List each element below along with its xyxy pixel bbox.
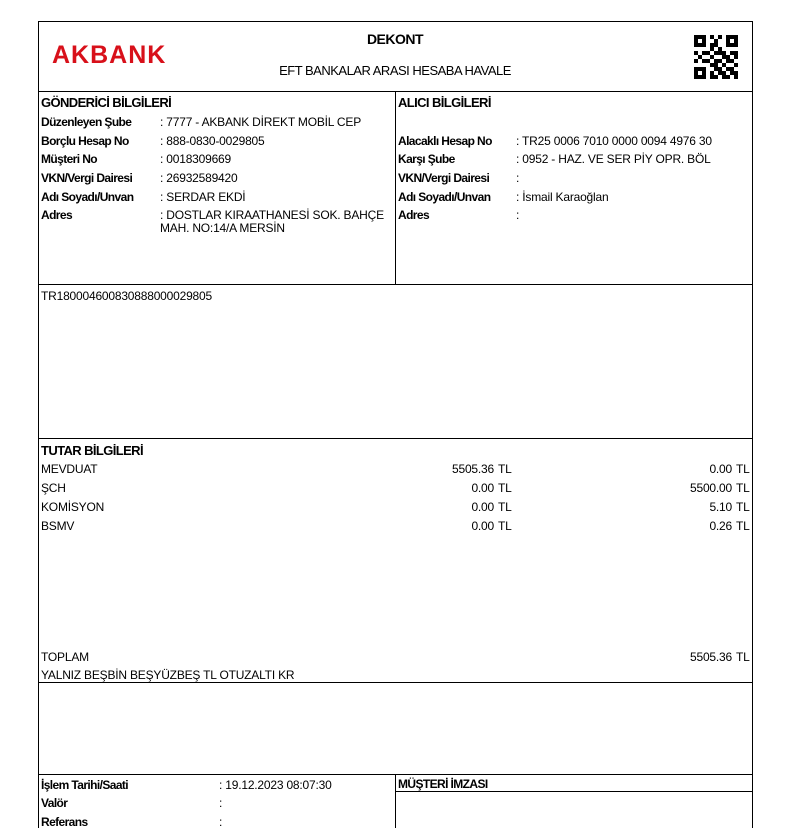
sender-label-customer-no: Müşteri No [41, 152, 98, 166]
frame-top [38, 21, 752, 22]
frame-right [752, 21, 753, 828]
amount-row-label-deposit: MEVDUAT [41, 462, 98, 476]
amount-row-col1-unit-bsmv: TL [498, 519, 512, 533]
amount-row-col1-deposit: 5505.36 [452, 462, 494, 476]
amount-row-col1-unit-sch: TL [498, 481, 512, 495]
footer-label-datetime: İşlem Tarihi/Saati [41, 778, 129, 792]
footer-label-valor: Valör [41, 796, 68, 810]
amount-row-col2-unit-bsmv: TL [736, 519, 750, 533]
total-label: TOPLAM [41, 650, 89, 664]
qr-code-icon [694, 35, 738, 79]
document-subtitle: EFT BANKALAR ARASI HESABA HAVALE [279, 63, 511, 78]
receiver-value-tax: : [516, 171, 520, 185]
amount-row-col1-commission: 0.00 [471, 500, 494, 514]
amount-row-label-sch: ŞCH [41, 481, 66, 495]
receiver-section-title: ALICI BİLGİLERİ [398, 95, 491, 110]
divider-signature [395, 791, 752, 792]
amount-row-col2-unit-sch: TL [736, 481, 750, 495]
divider-footer-signature [395, 774, 396, 828]
sender-value-name: : SERDAR EKDİ [160, 190, 246, 204]
sender-label-tax: VKN/Vergi Dairesi [41, 171, 133, 185]
footer-value-valor: : [219, 796, 223, 810]
receiver-label-name: Adı Soyadı/Unvan [398, 190, 491, 204]
amount-row-col1-unit-commission: TL [498, 500, 512, 514]
receiver-value-address: : [516, 208, 520, 222]
total-in-words: YALNIZ BEŞBİN BEŞYÜZBEŞ TL OTUZALTI KR [41, 668, 295, 682]
divider-parties [38, 284, 752, 285]
amount-row-col2-unit-deposit: TL [736, 462, 750, 476]
sender-value-address: : DOSTLAR KIRAATHANESİ SOK. BAHÇE [160, 208, 384, 222]
divider-sender-receiver [395, 91, 396, 284]
amount-row-col1-unit-deposit: TL [498, 462, 512, 476]
receiver-label-tax: VKN/Vergi Dairesi [398, 171, 490, 185]
amount-row-col1-sch: 0.00 [471, 481, 494, 495]
amount-row-col2-commission: 5.10 [709, 500, 732, 514]
sender-value-address-line2: MAH. NO:14/A MERSİN [160, 221, 285, 235]
amount-row-col2-unit-commission: TL [736, 500, 750, 514]
total-unit: TL [736, 650, 750, 664]
receiver-value-branch: : 0952 - HAZ. VE SER PİY OPR. BÖL [516, 152, 711, 166]
sender-value-customer-no: : 0018309669 [160, 152, 232, 166]
divider-amounts [38, 682, 752, 683]
amounts-section-title: TUTAR BİLGİLERİ [41, 443, 143, 458]
total-value: 5505.36 [690, 650, 732, 664]
receiver-value-name: : İsmail Karaoğlan [516, 190, 609, 204]
amount-row-col2-bsmv: 0.26 [709, 519, 732, 533]
receiver-value-account: : TR25 0006 7010 0000 0094 4976 30 [516, 134, 712, 148]
document-title: DEKONT [366, 31, 424, 47]
receiver-label-account: Alacaklı Hesap No [398, 134, 492, 148]
iban-note: TR180004600830888000029805 [41, 289, 212, 303]
sender-value-account: : 888-0830-0029805 [160, 134, 265, 148]
sender-value-tax: : 26932589420 [160, 171, 238, 185]
amount-row-col2-sch: 5500.00 [690, 481, 732, 495]
receiver-label-address: Adres [398, 208, 430, 222]
signature-title: MÜŞTERİ İMZASI [398, 777, 488, 791]
amount-row-label-commission: KOMİSYON [41, 500, 105, 514]
footer-value-datetime: : 19.12.2023 08:07:30 [219, 778, 332, 792]
sender-label-address: Adres [41, 208, 73, 222]
sender-section-title: GÖNDERİCİ BİLGİLERİ [41, 95, 172, 110]
sender-label-account: Borçlu Hesap No [41, 134, 129, 148]
sender-value-branch: : 7777 - AKBANK DİREKT MOBİL CEP [160, 115, 362, 129]
frame-left [38, 21, 39, 828]
sender-label-branch: Düzenleyen Şube [41, 115, 132, 129]
amount-row-label-bsmv: BSMV [41, 519, 75, 533]
divider-note [38, 438, 752, 439]
amount-row-col1-bsmv: 0.00 [471, 519, 494, 533]
footer-value-reference: : [219, 815, 223, 829]
amount-row-col2-deposit: 0.00 [709, 462, 732, 476]
footer-label-reference: Referans [41, 815, 88, 829]
sender-label-name: Adı Soyadı/Unvan [41, 190, 134, 204]
receiver-label-branch: Karşı Şube [398, 152, 455, 166]
bank-logo: AKBANK [52, 41, 167, 69]
